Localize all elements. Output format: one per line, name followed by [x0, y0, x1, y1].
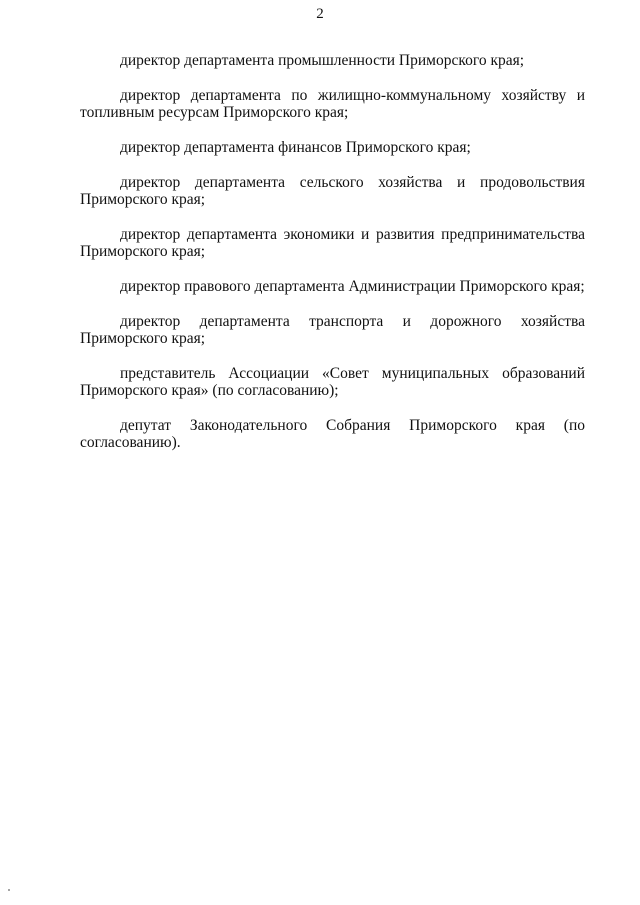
list-item: директор департамента финансов Приморского края; — [120, 139, 471, 156]
list-item: директор правового департамента Администрации Приморского края; — [120, 278, 585, 295]
list-item: директор департамента транспорта и дорожного хозяйства Приморского края; — [80, 313, 585, 347]
list-item: директор департамента промышленности Приморского края; — [120, 52, 525, 69]
list-item: директор департамента по жилищно-коммунальному хозяйству и топливным ресурсам Приморского края; — [80, 87, 585, 121]
page-number: 2 — [316, 6, 324, 22]
list-item: директор департамента экономики и развития предпринимательства Приморского края; — [80, 226, 585, 260]
member-list — [80, 52, 585, 469]
list-item: депутат Законодательного Собрания Приморского края (по согласованию). — [80, 417, 585, 451]
scan-artifact-dot — [8, 889, 10, 891]
list-item: директор департамента сельского хозяйства и продовольствия Приморского края; — [80, 174, 585, 208]
list-item: представитель Ассоциации «Совет муниципальных образований Приморского края» (по согласованию); — [80, 365, 585, 399]
